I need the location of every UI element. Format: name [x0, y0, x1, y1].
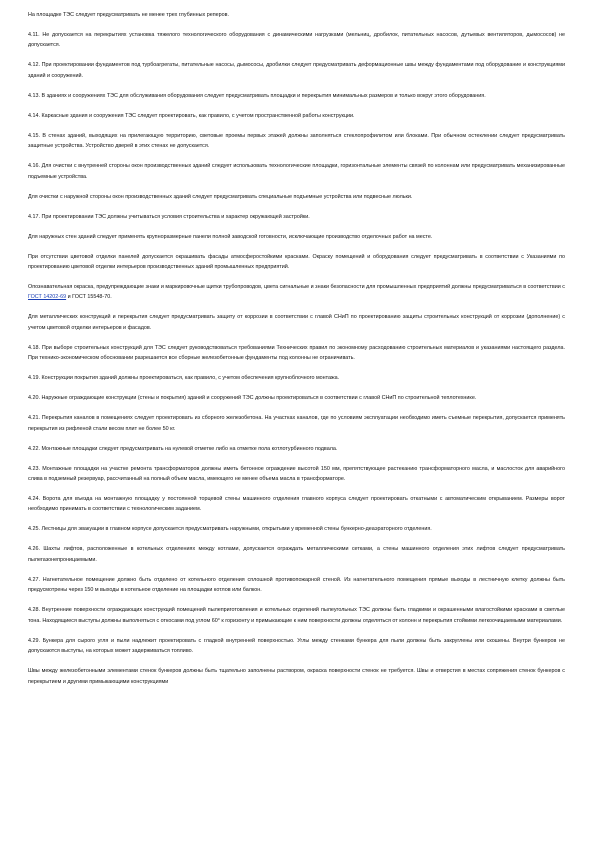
paragraph: [28, 373, 565, 383]
paragraph-text: 4.21. Перекрытия каналов в помещениях следует проектировать из сборного железобетона. На участках каналов, где по условиям эксплуатации необходимо иметь съемные перекрытия, допускается применять перекрытия из рифленой стали весом плит не более 50 кг.: [28, 415, 565, 432]
paragraph-text: 4.22. Монтажные площадки следует предусматривать на нулевой отметке либо на отметке пола котлотурбинного подвала.: [28, 445, 338, 452]
paragraph: [28, 282, 565, 303]
paragraph-text: 4.25. Лестницы для эвакуации в главном корпусе допускается предусматривать наружными, открытыми у временной стены бункерно-деаэраторного отделения.: [28, 526, 432, 533]
paragraph: [28, 605, 565, 626]
paragraph: [28, 10, 565, 20]
paragraph-text: Для металлических конструкций и перекрытия следует предусматривать защиту от коррозии в соответствии с главой СНиП по проектированию защиты строительных конструкций от коррозии (дополнение) с учетом цветовой отделки интерьеров и фасадов.: [28, 314, 565, 331]
paragraph-text: Опознавательная окраска, предупреждающие знаки и маркировочные щитки трубопроводов, цвета сигнальные и знаки безопасности для промышленных предприятий должны предусматриваться в соответствии с: [28, 284, 565, 291]
paragraph: [28, 232, 565, 242]
paragraph: [28, 444, 565, 454]
paragraph-text: 4.19. Конструкции покрытия зданий должны проектироваться, как правило, с учетом обеспечения крупноблочного монтажа.: [28, 375, 340, 382]
paragraph-text: 4.16. Для очистки с внутренней стороны окон производственных зданий следует использовать технологические площадки, горизонтальные элементы связей по колоннам или предусматривать механизированные подъемные устройства.: [28, 163, 565, 180]
paragraph: [28, 464, 565, 485]
paragraph: [28, 312, 565, 333]
paragraph: [28, 91, 565, 101]
paragraph-text: 4.26. Шахты лифтов, расположенные в котельных отделениях между котлами, допускается ограждать металлическими сетками, а стены машинного отделения этих лифтов следует предусматривать пылегазонепроницаемыми.: [28, 546, 565, 563]
paragraph-text: На площадке ТЭС следует предусматривать не менее трех глубинных реперов.: [28, 12, 229, 18]
paragraph-text: 4.14. Каркасные здания и сооружения ТЭС следует проектировать, как правило, с учетом пространственной работы конструкции.: [28, 112, 355, 119]
paragraph: [28, 343, 565, 364]
paragraph: [28, 494, 565, 515]
paragraph-text: Для очистки с наружной стороны окон производственных зданий следует предусматривать специальные подъемные устройства или подвесные люльки.: [28, 193, 413, 200]
paragraph-text: 4.29. Бункера для сырого угля и пыли надлежит проектировать с гладкой внутренней поверхностью. Углы между стенками бункера для пыли должны быть закруглены или скошены. Внутри бункеров не допускаются выступы, на которых может задерживаться топливо.: [28, 637, 565, 655]
paragraph-text: Для наружных стен зданий следует применять крупноразмерные панели полной заводской готовности, исключающие производство отделочных работ на месте.: [28, 233, 433, 240]
paragraph: [28, 111, 565, 121]
paragraph-text: 4.13. В зданиях и сооружениях ТЭС для обслуживания оборудования следует предусматривать площадки и перекрытия минимальных размеров и только вокруг этого оборудования.: [28, 92, 486, 99]
document-page: [28, 10, 565, 697]
paragraph: [28, 544, 565, 565]
paragraph-text: 4.18. При выборе строительных конструкций для ТЭС следует руководствоваться требованиями Технических правил по экономному расходованию строительных материалов и указаниями настоящего раздела. При технико-экономическом обосновании разрешается все сборные железобетонные фундаменты под колонны не ограничивать.: [28, 344, 565, 362]
paragraph: [28, 131, 565, 152]
paragraph-text: 4.17. При проектировании ТЭС должны учитываться условия строительства и характер окружающей застройки.: [28, 213, 310, 220]
paragraph-text: 4.20. Наружные ограждающие конструкции (стены и покрытия) зданий и сооружений ТЭС должны проектироваться в соответствии с главой СНиП по строительной теплотехнике.: [28, 395, 477, 402]
paragraph: [28, 413, 565, 434]
paragraph: [28, 192, 565, 202]
paragraph: [28, 252, 565, 273]
paragraph: [28, 30, 565, 51]
paragraph: [28, 161, 565, 182]
paragraph-text: 4.24. Ворота для въезда на монтажную площадку у постоянной торцевой стены машинного отделения главного корпуса следует проектировать откатными с автоматическим открыванием. Размеры ворот необходимо принимать в соответствии с технологическим заданием.: [28, 496, 565, 513]
paragraph: [28, 212, 565, 222]
paragraph-text: 4.28. Внутренние поверхности ограждающих конструкций помещений пылеприготовления и котельных отделений пылеугольных ТЭС должны быть гладкими и окрашенными влагостойкими красками в светлые тона. Находящиеся выступы должны выполняться с откосами под углом 60° к горизонту и примыкающие к ним поверхности должны отделяться от колонн и перекрытия стойкими легкоочищаемыми материалами.: [28, 607, 565, 624]
paragraph-text: 4.11. Не допускается на перекрытиях установка тяжелого технологического оборудования с динамическими нагрузками (мельниц, дробилок, питательных насосов, дутьевых вентиляторов, дымососов) не допускается.: [28, 32, 565, 49]
paragraph: [28, 393, 565, 403]
gost-link[interactable]: ГОСТ 14202-69: [28, 294, 67, 301]
paragraph: [28, 666, 565, 687]
paragraph-text: Швы между железобетонными элементами стенок бункеров должны быть тщательно заполнены раствором, окраска поверхности стенок не требуется. Швы и отверстия в местах сопряжения стенок бункеров с перекрытием и другими примыкающими конструкциями: [28, 668, 565, 685]
paragraph-text: 4.12. При проектировании фундаментов под турбоагрегаты, питательные насосы, дымососы, дробилки следует предусматривать деформационные швы между фундаментами под оборудование и конструкциями зданий и сооружений.: [28, 62, 565, 79]
paragraph: [28, 636, 565, 657]
paragraph-text: При отсутствии цветовой отделки панелей допускается окрашивать фасады атмосферостойкими красками. Окраску помещений и оборудования следует предусматривать в соответствии с Указаниями по проектированию цветовой отделки интерьеров производственных зданий промышленных предприятий.: [28, 253, 565, 271]
paragraph-text: 4.27. Нагнетательное помещение должно быть отделено от котельного отделения сплошной противопожарной стеной. Из нагнетательного помещения прямые выходы в лестничную клетку должны быть предусмотрены через 150 м выходы в котельное отделение на площадки котлов или балкон.: [28, 576, 565, 594]
paragraph: [28, 575, 565, 596]
paragraph: [28, 60, 565, 81]
paragraph: [28, 524, 565, 534]
paragraph-text: 4.23. Монтажные площадки на участке ремонта трансформаторов должны иметь бетонное ограждение высотой 150 мм, препятствующее растеканию трансформаторного масла, и маслосток для аварийного слива в подземный резервуар, рассчитанный на полный объем масла, имеющего не менее объема масла в трансформаторе.: [28, 465, 565, 483]
paragraph-text: 4.15. В стенах зданий, выходящих на прилегающую территорию, световые проемы первых этажей должны заполняться стеклопрофилитом или блоками. При обычном остеклении следует предусматривать защитные устройства. Устройство дверей в этих стенах не допускается.: [28, 132, 565, 150]
paragraph-text: и ГОСТ 15548-70.: [66, 294, 112, 301]
